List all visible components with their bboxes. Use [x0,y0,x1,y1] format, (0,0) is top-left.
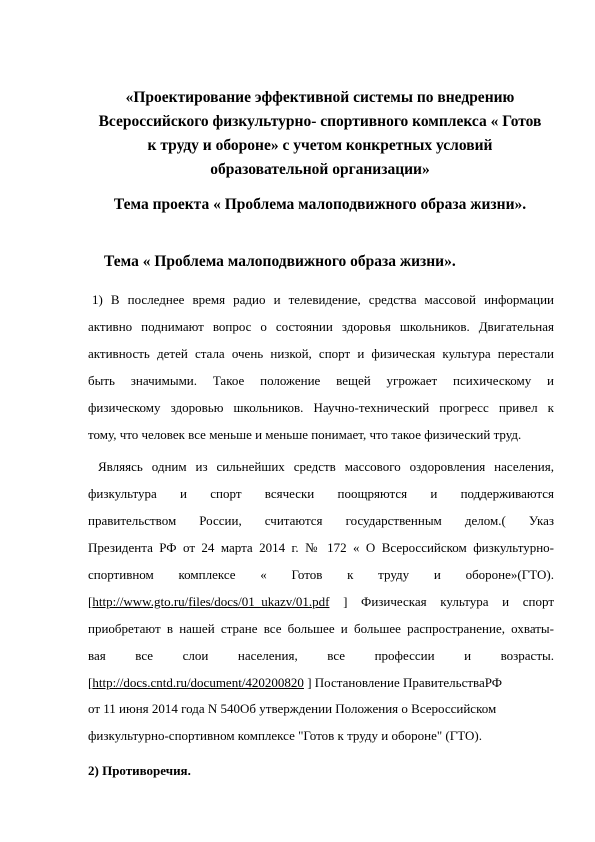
paragraph-1 [88,286,554,448]
paragraph-1-line: тому, что человек все меньше и меньше понимает, что такое физический труд. [88,427,522,442]
paragraph-1-line: быть значимыми. Такое положение вещей угрожает психическому и [88,373,554,388]
paragraph-2-line: Являясь одним из сильнейших средств массового оздоровления населения, [98,459,554,474]
paragraph-1-line: активно поднимают вопрос о состоянии здоровья школьников. Двигательная [88,319,554,334]
paragraph-2-line: вая все слои населения, все профессии и возрасты. [88,648,554,663]
section-2-heading: 2) Противоречия. [88,763,191,778]
link-trailing-text: ] Физическая культура и спорт [329,594,554,609]
paragraph-2-line: Президента РФ от 24 марта 2014 г. № 172 « О Всероссийском физкультурно- [88,540,554,555]
paragraph-2-line: правительством России, считаются государственным делом.( Указ [88,513,554,528]
paragraph-2-line: приобретают в нашей стране все большее и большее распространение, охваты- [88,621,554,636]
paragraph-2-line: физкультура и спорт всячески поощряются и поддерживаются [88,486,554,501]
paragraph-2-line [88,669,554,696]
paragraph-1-line: 1) В последнее время радио и телевидение, средства массовой информации [92,292,554,307]
title-line-4: образовательной организации» [210,161,430,178]
link-trailing-text: ] Постановление ПравительстваРФ [303,675,503,690]
paragraph-2-line [88,588,554,615]
title-line-2: Всероссийского физкультурно- спортивного комплекса « Готов [98,113,542,130]
paragraph-1-line: активность детей стала очень низкой, спорт и физическая культура перестали [88,346,554,361]
paragraph-1-line: физическому здоровью школьников. Научно-технический прогресс привел к [88,400,554,415]
bracket-open: [ [88,675,93,690]
bracket-open: [ [88,594,93,609]
paragraph-3-line: от 11 июня 2014 года N 540Об утверждении Положения о Всероссийском [88,701,497,716]
paragraph-2 [88,453,554,696]
paragraph-3-line: физкультурно-спортивном комплексе "Готов к труду и обороне" (ГТО). [88,728,482,743]
document-title [60,86,580,182]
paragraph-3 [88,695,554,749]
title-line-1: «Проектирование эффективной системы по внедрению [125,89,515,106]
paragraph-2-line: спортивном комплексе « Готов к труду и обороне»(ГТО). [88,567,554,582]
cntd-document-link[interactable]: http://docs.cntd.ru/document/420200820 [92,675,304,690]
project-topic: Тема проекта « Проблема малоподвижного образа жизни». [113,196,527,213]
gto-decree-link[interactable]: http://www.gto.ru/files/docs/01_ukazv/01.pdf [92,594,330,609]
topic-heading: Тема « Проблема малоподвижного образа жизни». [104,253,456,270]
title-line-3: к труду и обороне» с учетом конкретных условий [147,137,493,154]
